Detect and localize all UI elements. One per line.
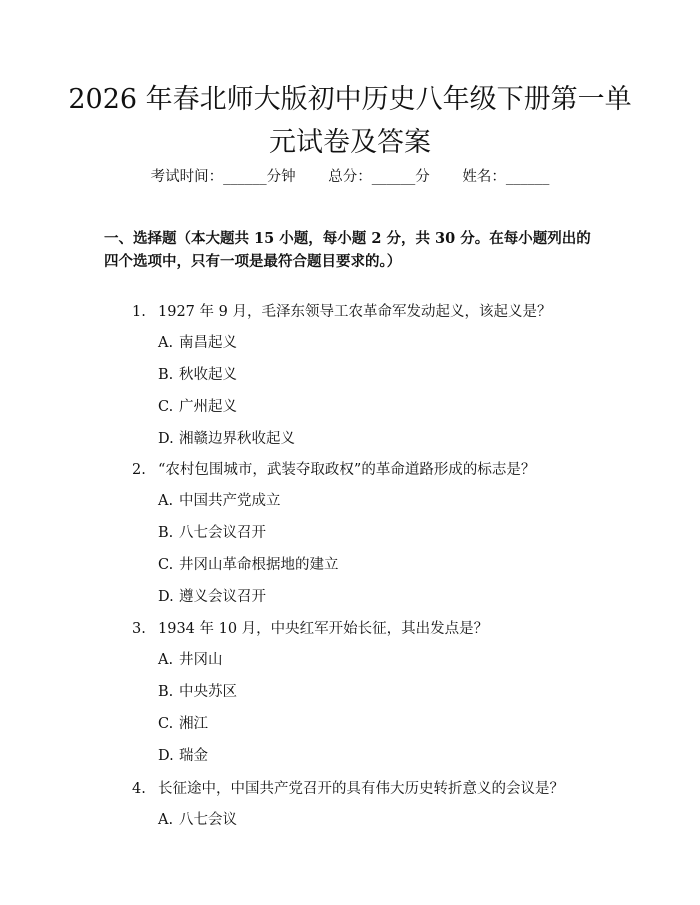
option-text: 湘江: [179, 716, 208, 732]
answer-option: [158, 491, 281, 511]
option-letter: D.: [158, 589, 174, 605]
option-text: 南昌起义: [179, 335, 237, 351]
exam-time-field: 考试时间：______分钟: [150, 169, 296, 185]
student-name-field: 姓名：______: [462, 169, 550, 185]
question-item: [132, 302, 602, 322]
option-text: 秋收起义: [179, 367, 237, 383]
question-item: [132, 779, 602, 799]
question-text: 1934 年 10 月，中央红军开始长征，其出发点是？: [158, 621, 489, 637]
option-letter: C.: [158, 716, 174, 732]
answer-option: [158, 523, 266, 543]
answer-option: [158, 810, 237, 830]
question-number: 3.: [132, 621, 146, 637]
option-letter: C.: [158, 557, 174, 573]
question-text: 1927 年 9 月，毛泽东领导工农革命军发动起义，该起义是？: [158, 304, 552, 320]
option-text: 井冈山: [179, 652, 223, 668]
answer-option: [158, 682, 237, 702]
section-heading: 一、选择题（本大题共 15 小题，每小题 2 分，共 30 分。在每小题列出的四个选项中，只有一项是最符合题目要求的。）: [104, 230, 591, 270]
question-text: “农村包围城市，武装夺取政权”的革命道路形成的标志是？: [158, 462, 536, 478]
option-text: 遵义会议召开: [179, 589, 266, 605]
option-letter: B.: [158, 525, 174, 541]
option-text: 瑞金: [179, 748, 208, 764]
option-letter: B.: [158, 684, 174, 700]
answer-option: [158, 650, 223, 670]
option-text: 井冈山革命根据地的建立: [179, 557, 339, 573]
option-letter: A.: [158, 652, 174, 668]
option-letter: D.: [158, 748, 174, 764]
exam-title: 2026 年春北师大版初中历史八年级下册第一单元试卷及答案: [68, 84, 632, 158]
answer-option: [158, 365, 237, 385]
option-text: 中央苏区: [179, 684, 237, 700]
answer-option: [158, 429, 295, 449]
option-letter: C.: [158, 399, 174, 415]
answer-option: [158, 555, 339, 575]
option-letter: A.: [158, 493, 174, 509]
option-letter: A.: [158, 335, 174, 351]
question-item: [132, 619, 602, 639]
question-item: [132, 460, 602, 480]
question-number: 4.: [132, 781, 146, 797]
question-number: 1.: [132, 304, 146, 320]
answer-option: [158, 333, 237, 353]
option-letter: A.: [158, 812, 174, 828]
answer-option: [158, 587, 266, 607]
total-score-field: 总分：______分: [328, 169, 430, 185]
option-text: 中国共产党成立: [179, 493, 281, 509]
answer-option: [158, 397, 237, 417]
exam-meta: [0, 167, 700, 187]
option-text: 八七会议: [179, 812, 237, 828]
answer-option: [158, 746, 208, 766]
question-text: 长征途中，中国共产党召开的具有伟大历史转折意义的会议是？: [158, 781, 564, 797]
answer-option: [158, 714, 208, 734]
option-letter: B.: [158, 367, 174, 383]
option-letter: D.: [158, 431, 174, 447]
option-text: 广州起义: [179, 399, 237, 415]
question-number: 2.: [132, 462, 146, 478]
option-text: 八七会议召开: [179, 525, 266, 541]
option-text: 湘赣边界秋收起义: [179, 431, 295, 447]
